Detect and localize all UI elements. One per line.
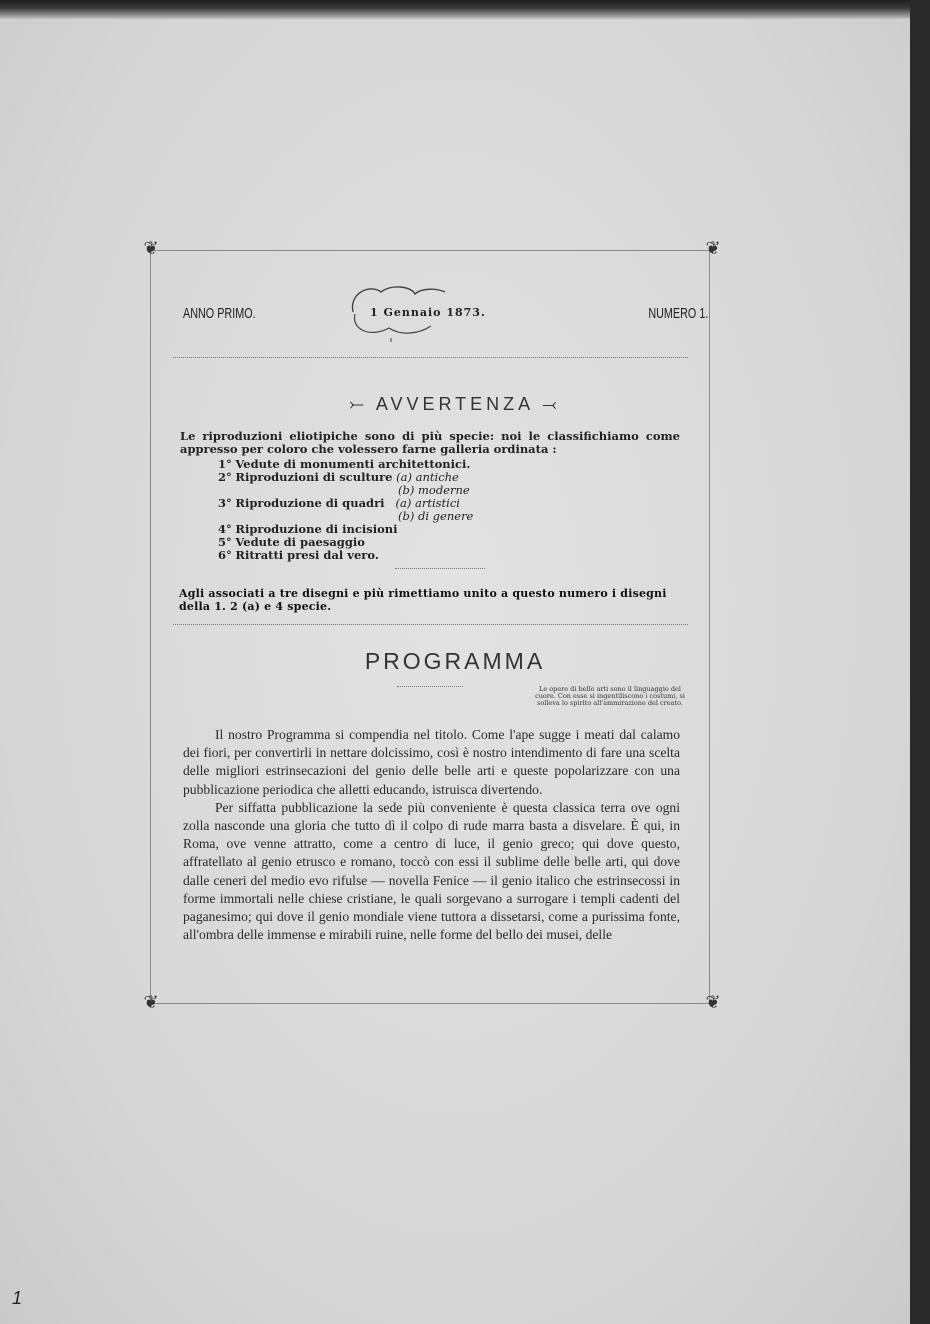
- list-item: 5° Vedute di paesaggio: [218, 535, 365, 549]
- avvertenza-title: [0, 394, 910, 415]
- corner-ornament-top-right-icon: ❦: [705, 238, 721, 259]
- list-item-sub: (b) moderne: [398, 483, 470, 497]
- issue-date: 1 Gennaio 1873.: [370, 306, 486, 319]
- corner-ornament-bottom-left-icon: ❦: [143, 992, 159, 1013]
- page-number: 1: [12, 1288, 23, 1308]
- list-item-sub: (b) di genere: [398, 509, 474, 523]
- paragraph: Per siffatta pubblicazione la sede più conveniente è questa classica terra ove ogni zolla nasconde una gloria che tutto dì il colpo di rude marra basta a disvelare. È qui, in Roma, ove venne attratto, come a centro di luce, il genio greco; qui dove questo, affratellato al genio etrusco e romano, toccò con essi il sublime delle belle arti, qui dove dalle ceneri del medio evo rifulse — novella Fenice — il genio italico che estrinsecossi in forme immortali nelle chiese cristiane, le quali sorgevano a surrogare i templi cadenti del paganesimo; qui dove il genio mondiale viene tuttora a dissetarsi, come a purissima fonte, all'ombra delle immense e mirabili ruine, nelle forme del bello dei musei, delle: [183, 799, 680, 943]
- list-item: 1° Vedute di monumenti architettonici.: [218, 457, 471, 471]
- anno-label: ANNO PRIMO.: [183, 305, 256, 322]
- scan-top-edge: [0, 0, 910, 20]
- programma-title: PROGRAMMA: [364, 648, 546, 674]
- binding-edge: [910, 0, 930, 1324]
- corner-ornament-bottom-right-icon: ❦: [705, 992, 721, 1013]
- header-divider: [173, 357, 688, 358]
- avvertenza-intro: Le riproduzioni eliotipiche sono di più specie: noi le classifichiamo come appresso per coloro che volessero farne galleria ordinata :: [180, 429, 680, 456]
- list-item: 2° Riproduzioni di sculture (a) antiche: [218, 470, 459, 484]
- list-item: 4° Riproduzione di incisioni: [218, 522, 398, 536]
- epigraph: Le opere di belle arti sono il linguaggio del cuore. Con esse si ingentiliscono i costumi, si solleva lo spirito all'ammirazione del creato.: [535, 685, 685, 707]
- list-item: 6° Ritratti presi dal vero.: [218, 548, 379, 562]
- species-list: [218, 457, 474, 562]
- numero-label: NUMERO 1.: [647, 305, 708, 322]
- paragraph: Il nostro Programma si compendia nel titolo. Come l'ape sugge i meati dal calamo dei fiori, per convertirli in nettare dolcissimo, così è nostro intendimento di fare una scelta delle migliori estrinsecazioni del genio delle belle arti e queste popolarizzare con una pubblicazione periodica che alletti educando, istruisca divertendo.: [183, 727, 680, 797]
- corner-ornament-top-left-icon: ❦: [143, 238, 159, 259]
- list-item: 3° Riproduzione di quadri (a) artistici: [218, 496, 460, 510]
- masthead: [183, 300, 708, 330]
- avvertenza-title-text: AVVERTENZA: [375, 394, 534, 414]
- short-divider: [395, 568, 485, 569]
- section-divider: [173, 624, 688, 625]
- programma-body: [183, 726, 680, 944]
- right-flourish-icon: ⤙: [533, 394, 561, 414]
- left-flourish-icon: ⤚: [349, 394, 376, 414]
- subscriber-notice: Agli associati a tre disegni e più rimettiamo unito a questo numero i disegni della 1. 2 (a) e 4 specie.: [179, 587, 667, 613]
- title-underline: [397, 686, 463, 687]
